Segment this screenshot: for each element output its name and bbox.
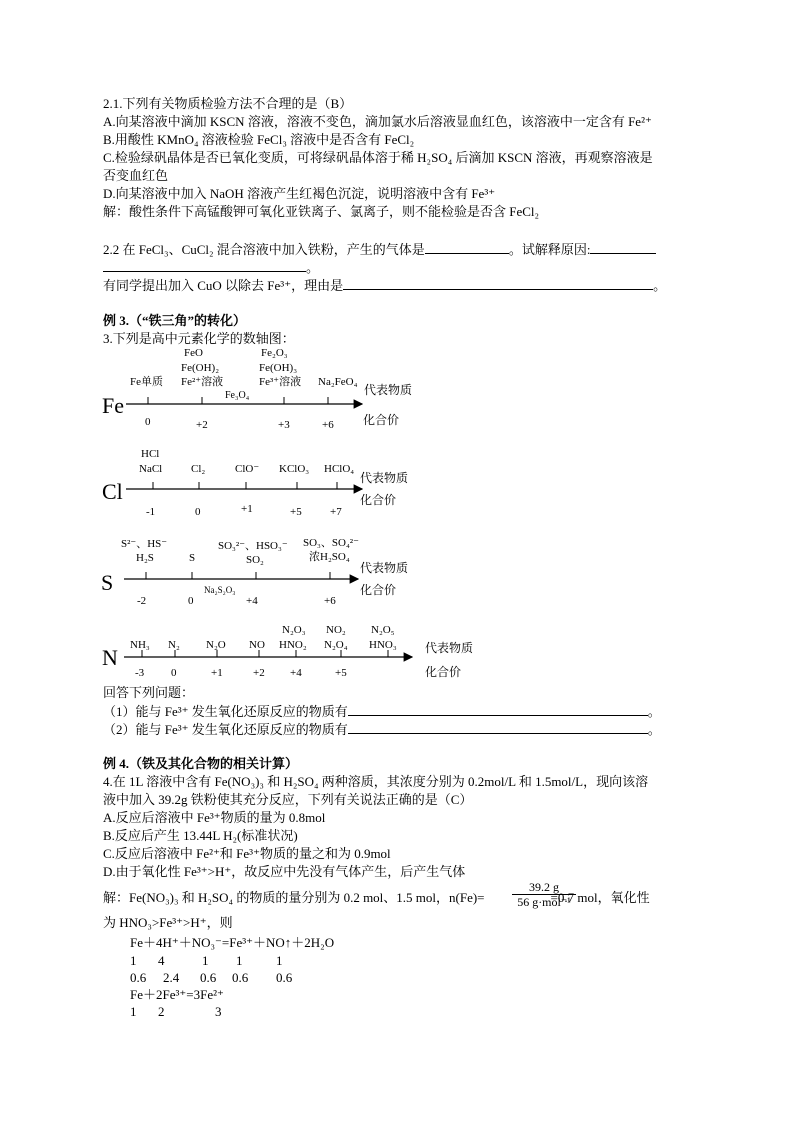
- species-label: Fe₃O₄: [225, 390, 250, 401]
- ratio-value: 2: [158, 1004, 165, 1019]
- species-label: H₂S: [136, 552, 154, 564]
- q21-option-a: A.向某溶液中滴加 KSCN 溶液，溶液不变色，滴加氯水后溶液显血红色，该溶液中一定含有 Fe²⁺: [103, 114, 652, 129]
- amount-value: 0.6: [276, 970, 293, 985]
- tick-label: +5: [335, 667, 347, 679]
- cl-axis: [102, 448, 408, 518]
- tick-label: +2: [253, 667, 265, 679]
- species-label: NaCl: [139, 463, 163, 475]
- ratio-value: 3: [215, 1004, 222, 1019]
- tick-label: +6: [324, 595, 336, 607]
- species-label: Fe³⁺溶液: [259, 376, 302, 388]
- tick-label: +6: [322, 419, 334, 431]
- tick-label: +1: [211, 667, 223, 679]
- species-label: NH₃: [130, 639, 150, 651]
- ratio-value: 4: [158, 953, 165, 968]
- tick-label: -1: [146, 506, 156, 518]
- example4-title: 例 4.（铁及其化合物的相关计算）: [103, 756, 299, 771]
- species-label: 浓H₂SO₄: [309, 551, 350, 563]
- q21-option-d: D.向某溶液中加入 NaOH 溶液产生红褐色沉淀，说明溶液中含有 Fe³⁺: [103, 186, 496, 201]
- axis-label-species: 代表物质: [360, 471, 409, 485]
- q22-line3-end: 。: [653, 278, 667, 293]
- species-label: Fe(OH)₂: [181, 362, 220, 374]
- q21-option-b: B.用酸性 KMnO₄ 溶液检验 FeCl₃ 溶液中是否含有 FeCl₂: [103, 132, 415, 147]
- solution-text-cont: =0.7 mol，氧化性: [550, 890, 650, 905]
- tick-label: -3: [135, 667, 145, 679]
- example3-q2: [103, 720, 661, 738]
- species-label: HClO₄: [324, 463, 355, 475]
- example3-stem: 3.下列是高中元素化学的数轴图：: [103, 331, 295, 346]
- species-label: FeO: [184, 347, 203, 359]
- amount-value: 0.6: [200, 970, 217, 985]
- element-label-s: S: [101, 570, 114, 595]
- fraction-denominator: 56 g·mol⁻¹: [517, 895, 571, 909]
- tick-label: +5: [290, 506, 302, 518]
- species-label: HCl: [141, 448, 160, 460]
- species-label: SO₂: [246, 554, 264, 566]
- species-label: Na₂FeO₄: [318, 376, 358, 388]
- tick-label: +7: [330, 506, 342, 518]
- species-label: Fe单质: [130, 376, 163, 388]
- example3-q1: [103, 702, 661, 720]
- element-label-cl: Cl: [102, 479, 123, 504]
- q2-end: 。: [647, 722, 661, 737]
- species-label: NO: [249, 639, 265, 651]
- species-label: KClO₃: [279, 463, 310, 475]
- example4-option-d: D.由于氧化性 Fe³⁺>H⁺，故反应中先没有气体产生，后产生气体: [103, 864, 466, 879]
- answer-blank[interactable]: [348, 702, 648, 716]
- species-label: HNO₂: [279, 639, 307, 651]
- element-label-n: N: [102, 645, 118, 670]
- equation-1: Fe＋4H⁺＋NO₃⁻=Fe³⁺＋NO↑＋2H₂O: [130, 935, 335, 950]
- species-label: SO₃、SO₄²⁻: [303, 537, 359, 549]
- axis-label-valence: 化合价: [363, 413, 400, 427]
- species-label: S²⁻、HS⁻: [121, 538, 168, 550]
- tick-label: 0: [145, 416, 151, 428]
- example4-option-a: A.反应后溶液中 Fe³⁺物质的量为 0.8mol: [103, 810, 326, 825]
- species-label: Fe²⁺溶液: [181, 376, 224, 388]
- axis-label-species: 代表物质: [360, 561, 409, 575]
- species-label: Cl₂: [191, 463, 206, 475]
- example4-solution-line2: 为 HNO₃>Fe³⁺>H⁺，则: [103, 915, 233, 930]
- axis-label-species: 代表物质: [364, 383, 413, 397]
- s-axis: [101, 537, 408, 607]
- example3-ask: 回答下列问题：: [103, 685, 195, 700]
- species-label: N₂O₅: [371, 624, 395, 636]
- q22-text-b: 。试解释原因:: [508, 242, 591, 257]
- axis-label-species: 代表物质: [425, 641, 474, 655]
- tick-label: +4: [246, 595, 258, 607]
- q22-line2-end: 。: [306, 260, 320, 275]
- species-label: Na₂S₂O₃: [204, 585, 236, 595]
- axis-label-valence: 化合价: [360, 493, 397, 507]
- species-label: N₂O₄: [324, 639, 348, 651]
- q2-text: （2）能与 Fe³⁺ 发生氧化还原反应的物质有: [103, 722, 348, 737]
- solution-text: 解：Fe(NO₃)₃ 和 H₂SO₄ 的物质的量分别为 0.2 mol、1.5 mol，n(Fe)=: [103, 890, 485, 905]
- species-label: Fe₂O₃: [261, 347, 288, 359]
- q1-end: 。: [647, 704, 661, 719]
- q1-text: （1）能与 Fe³⁺ 发生氧化还原反应的物质有: [103, 704, 348, 719]
- example4-option-b: B.反应后产生 13.44L H₂(标准状况): [103, 828, 298, 843]
- fe-axis: [102, 347, 412, 431]
- amount-value: 0.6: [130, 970, 147, 985]
- species-label: HNO₃: [369, 639, 397, 651]
- example4-stem: 4.在 1L 溶液中含有 Fe(NO₃)₃ 和 H₂SO₄ 两种溶质，其浓度分别为 0.2mol/L 和 1.5mol/L，现向该溶: [103, 774, 649, 789]
- axis-label-valence: 化合价: [360, 583, 397, 597]
- element-label-fe: Fe: [102, 393, 124, 418]
- tick-label: 0: [171, 667, 177, 679]
- q22-text-c: 有同学提出加入 CuO 以除去 Fe³⁺，理由是: [103, 278, 344, 293]
- example4-stem-cont: 液中加入 39.2g 铁粉使其充分反应，下列有关说法正确的是（C）: [103, 792, 473, 807]
- ratio-value: 1: [276, 953, 283, 968]
- ratio-value: 1: [236, 953, 243, 968]
- tick-label: +1: [241, 503, 253, 515]
- tick-label: 0: [188, 595, 194, 607]
- species-label: SO₃²⁻、HSO₃⁻: [218, 540, 288, 552]
- species-label: Fe(OH)₃: [259, 362, 298, 374]
- ratio-value: 1: [130, 953, 137, 968]
- q22-text-a: 2.2 在 FeCl₃、CuCl₂ 混合溶液中加入铁粉，产生的气体是: [103, 242, 425, 257]
- example4-option-c: C.反应后溶液中 Fe²⁺和 Fe³⁺物质的量之和为 0.9mol: [103, 846, 391, 861]
- species-label: N₂O₃: [282, 624, 306, 636]
- n-axis: [102, 624, 473, 679]
- q21-stem: 2.1.下列有关物质检验方法不合理的是（B）: [103, 96, 353, 111]
- tick-label: +2: [196, 419, 208, 431]
- tick-label: -2: [137, 595, 147, 607]
- equation-2: Fe＋2Fe³⁺=3Fe²⁺: [130, 987, 224, 1002]
- species-label: N₂: [168, 639, 180, 651]
- ratio-value: 1: [130, 1004, 137, 1019]
- tick-label: 0: [195, 506, 201, 518]
- fraction-numerator: 39.2 g: [512, 880, 576, 895]
- q21-option-c: C.检验绿矾晶体是否已氧化变质，可将绿矾晶体溶于稀 H₂SO₄ 后滴加 KSCN 溶液，再观察溶液是: [103, 150, 653, 165]
- answer-blank[interactable]: [348, 720, 648, 734]
- amount-value: 2.4: [163, 970, 180, 985]
- tick-label: +3: [278, 419, 290, 431]
- tick-label: +4: [290, 667, 302, 679]
- species-label: ClO⁻: [235, 463, 260, 475]
- axis-label-valence: 化合价: [425, 665, 462, 679]
- amount-value: 0.6: [232, 970, 249, 985]
- q21-solution: 解：酸性条件下高锰酸钾可氧化亚铁离子、氯离子，则不能检验是否含 FeCl₂: [103, 204, 540, 219]
- example3-title: 例 3.（“铁三角”的转化）: [103, 313, 247, 328]
- fraction: [512, 880, 576, 910]
- ratio-value: 1: [202, 953, 209, 968]
- q21-option-c-cont: 否变血红色: [103, 168, 169, 183]
- species-label: N₂O: [206, 639, 226, 651]
- species-label: NO₂: [326, 624, 346, 636]
- species-label: S: [189, 552, 196, 564]
